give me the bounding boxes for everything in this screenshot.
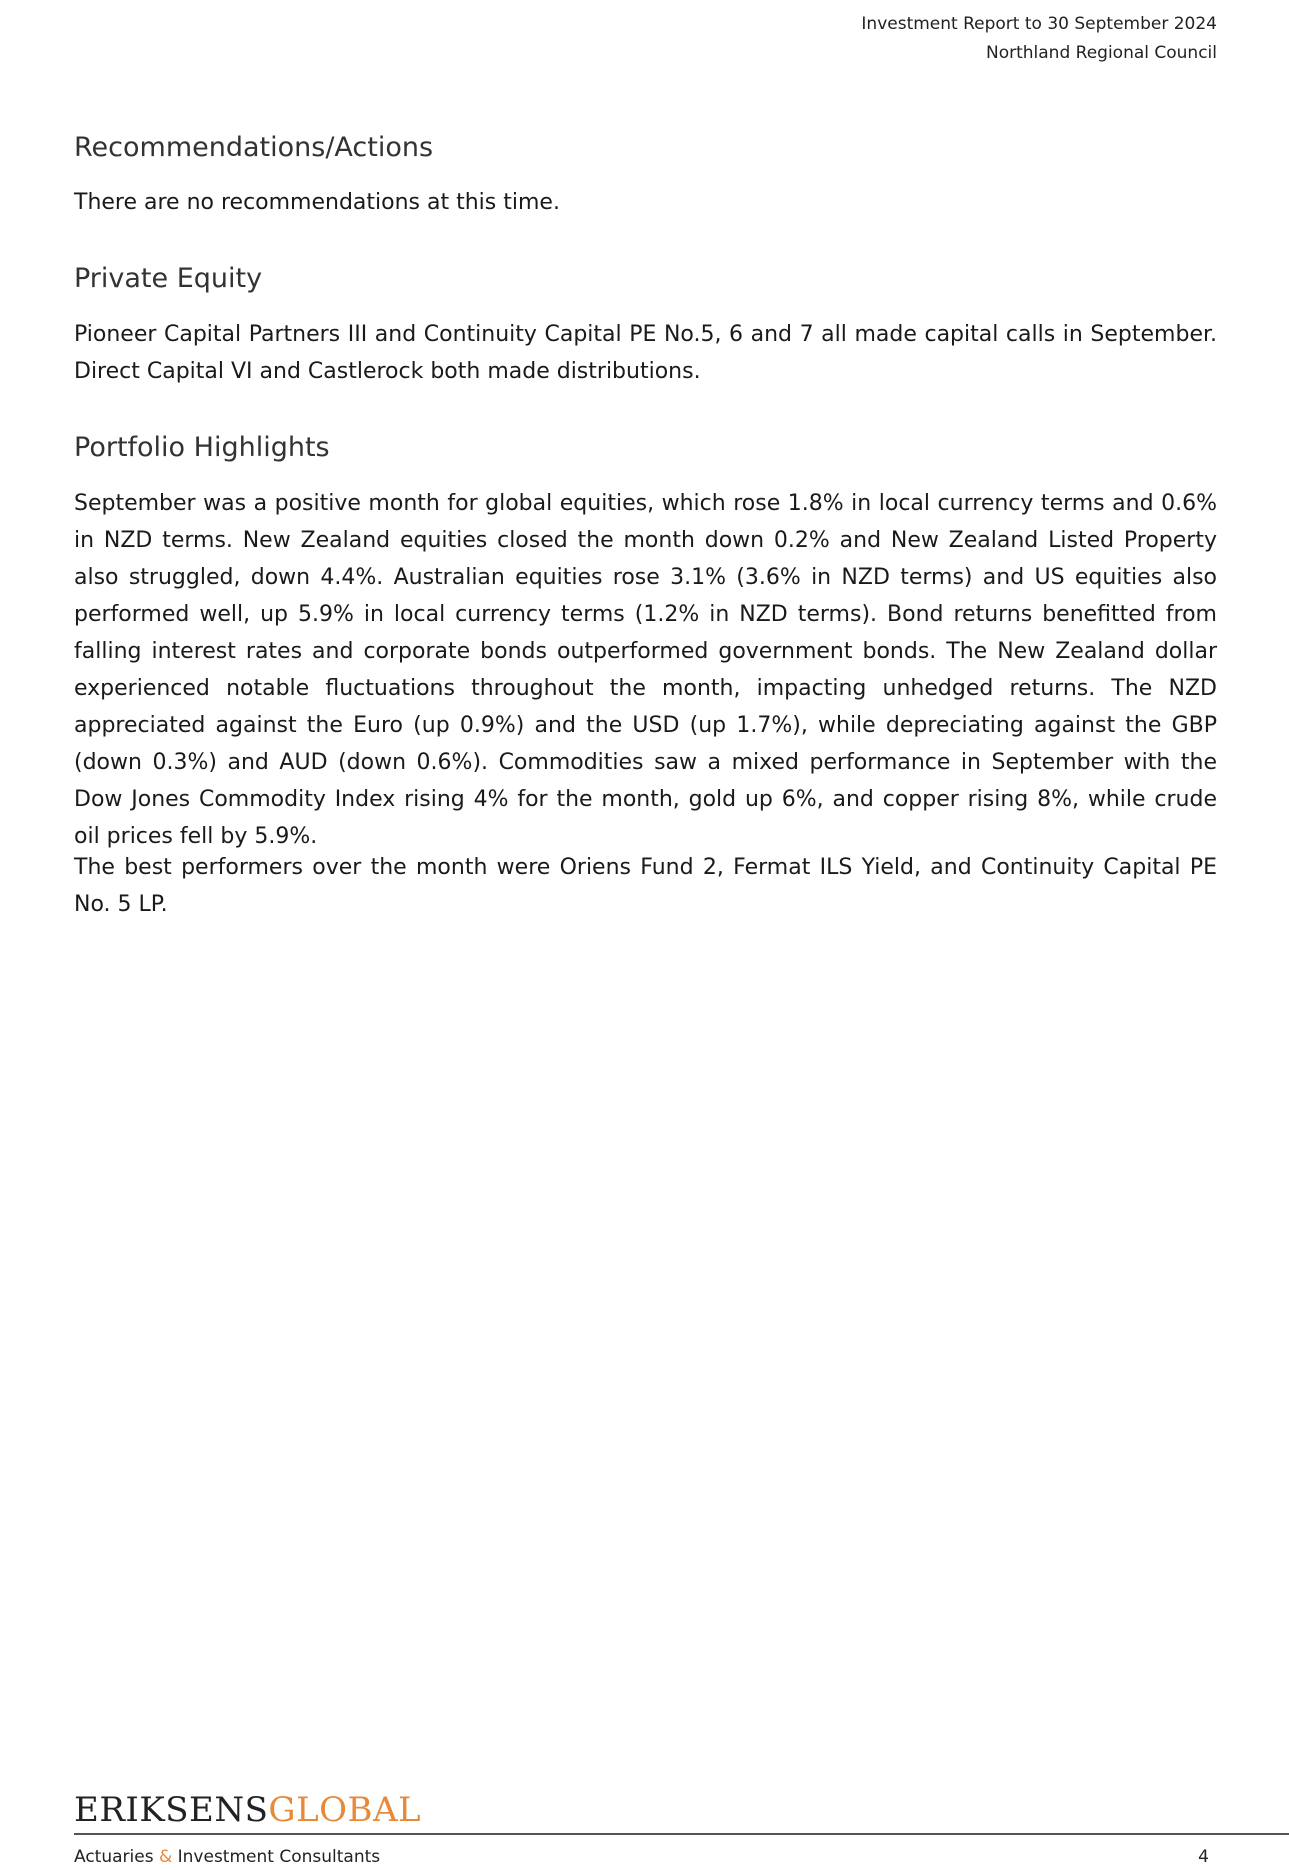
section-portfolio-highlights	[74, 430, 1217, 917]
section-paragraph: There are no recommendations at this time.	[74, 190, 560, 215]
client-name: Northland Regional Council	[985, 43, 1217, 63]
page-header	[617, 10, 1217, 68]
footer-tagline	[74, 1846, 380, 1868]
section-heading: Portfolio Highlights	[74, 432, 330, 463]
section-private-equity	[74, 261, 1217, 384]
section-paragraph: The best performers over the month were Oriens Fund 2, Fermat ILS Yield, and Continuity Capital PE No. 5 LP.	[74, 855, 1217, 917]
company-logo	[74, 1790, 421, 1830]
logo-text-eriksens: ERIKSENS	[74, 1790, 269, 1830]
section-heading: Private Equity	[74, 263, 263, 294]
footer-divider	[74, 1833, 1289, 1835]
tagline-text: Actuaries	[74, 1847, 159, 1867]
logo-text-global: GLOBAL	[268, 1790, 422, 1830]
tagline-ampersand: &	[158, 1847, 173, 1867]
section-heading: Recommendations/Actions	[74, 132, 434, 163]
section-paragraph: September was a positive month for global equities, which rose 1.8% in local currency terms and 0.6% in NZD terms. New Zealand equities closed the month down 0.2% and New Zealand Listed Property also struggled, down 4.4%. Australian equities rose 3.1% (3.6% in NZD terms) and US equities also performed well, up 5.9% in local currency terms (1.2% in NZD terms). Bond returns benefitted from falling interest rates and corporate bonds outperformed government bonds. The New Zealand dollar experienced notable fluctuations throughout the month, impacting unhedged returns. The NZD appreciated against the Euro (up 0.9%) and the USD (up 1.7%), while depreciating against the GBP (down 0.3%) and AUD (down 0.6%). Commodities saw a mixed performance in September with the Dow Jones Commodity Index rising 4% for the month, gold up 6%, and copper rising 8%, while crude oil prices fell by 5.9%.	[74, 491, 1217, 849]
section-paragraph: Pioneer Capital Partners III and Continuity Capital PE No.5, 6 and 7 all made capital calls in September. Direct Capital VI and Castlerock both made distributions.	[74, 322, 1217, 384]
page-number: 4	[1198, 1847, 1209, 1867]
report-title: Investment Report to 30 September 2024	[861, 14, 1217, 34]
tagline-text: Investment Consultants	[172, 1847, 381, 1867]
section-recommendations	[74, 130, 1217, 215]
